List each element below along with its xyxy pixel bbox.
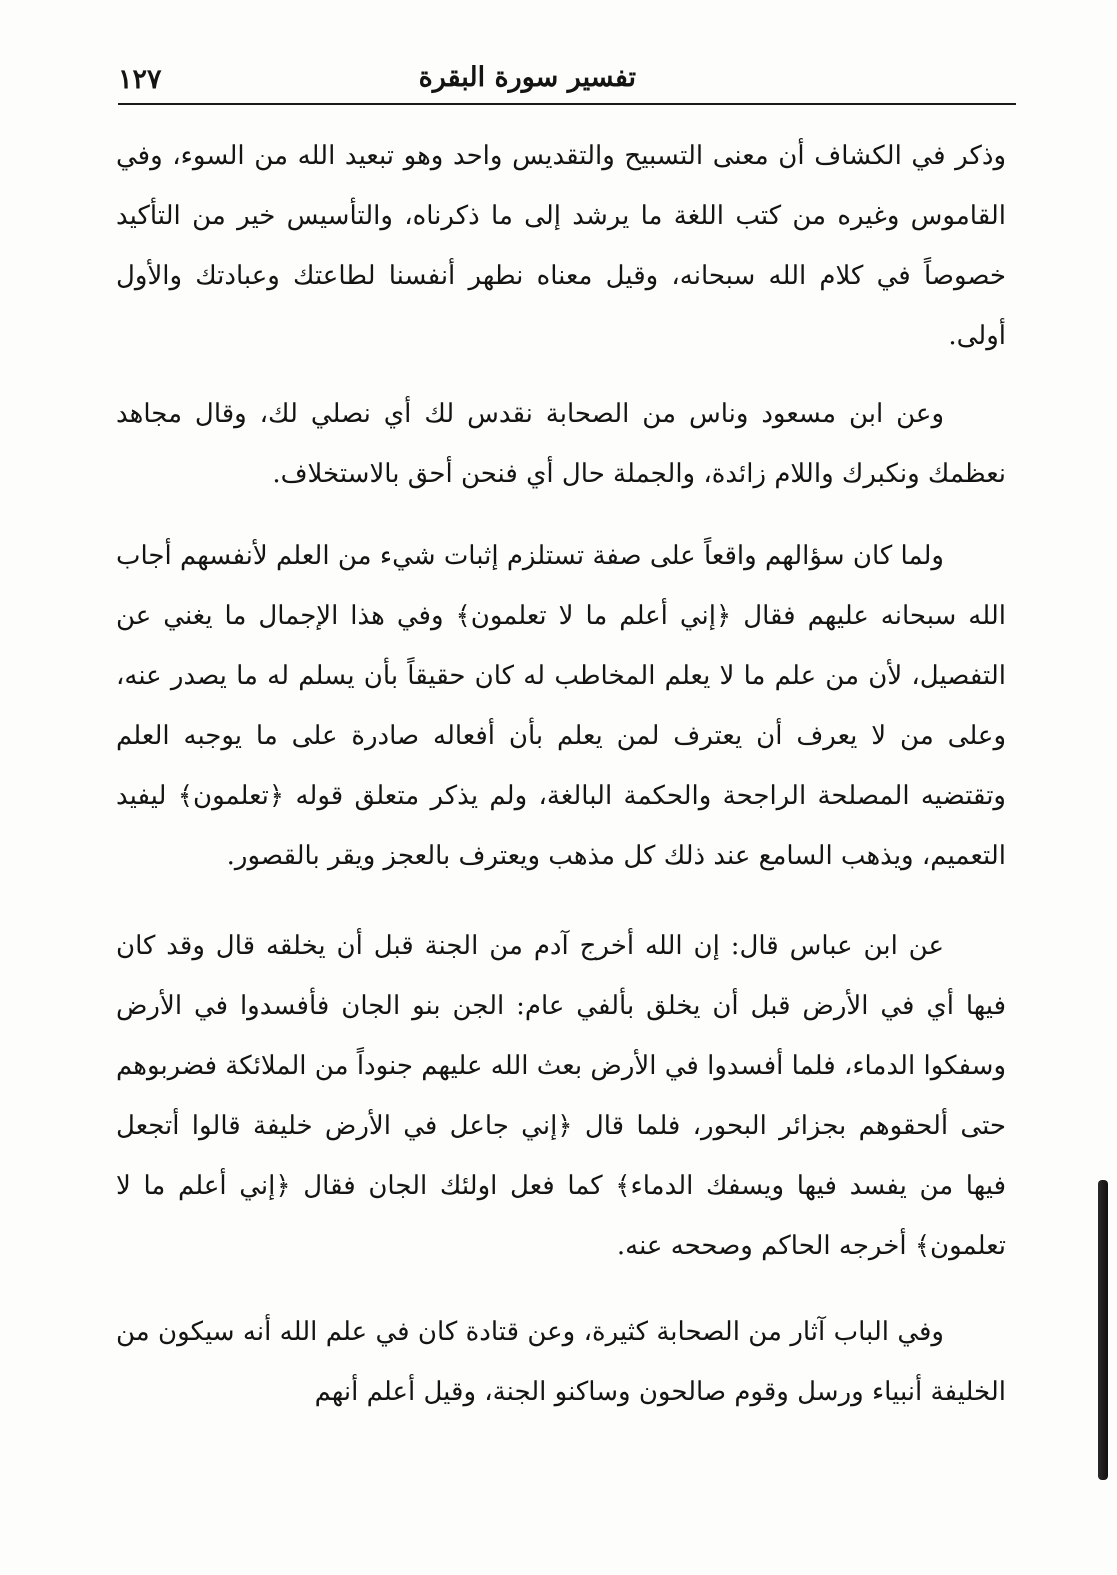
running-title: تفسير سورة البقرة bbox=[418, 62, 636, 93]
header-divider bbox=[118, 103, 1016, 105]
paragraph-4: عن ابن عباس قال: إن الله أخرج آدم من الجنة قبل أن يخلقه قال وقد كان فيها أي في الأرض قبل أن يخلق بألفي عام: الجن بنو الجان فأفسدوا في الأرض وسفكوا الدماء، فلما أفسدوا في الأرض بعث الله عليهم جنوداً من الملائكة فضربوهم حتى ألحقوهم بجزائر البحور، فلما قال ﴿إني جاعل في الأرض خليفة قالوا أتجعل فيها من يفسد فيها ويسفك الدماء﴾ كما فعل اولئك الجان فقال ﴿إني أعلم ما لا تعلمون﴾ أخرجه الحاكم وصححه عنه. bbox=[116, 931, 1006, 1261]
scan-edge-mark bbox=[1098, 1180, 1108, 1480]
paragraph-2: وعن ابن مسعود وناس من الصحابة نقدس لك أي نصلي لك، وقال مجاهد نعظمك ونكبرك واللام زائدة، والجملة حال أي فنحن أحق بالاستخلاف. bbox=[116, 399, 1006, 489]
body-text bbox=[116, 126, 1006, 1422]
page-header bbox=[118, 58, 1016, 100]
paragraph-3: ولما كان سؤالهم واقعاً على صفة تستلزم إثبات شيء من العلم لأنفسهم أجاب الله سبحانه عليهم فقال ﴿إني أعلم ما لا تعلمون﴾ وفي هذا الإجمال ما يغني عن التفصيل، لأن من علم ما لا يعلم المخاطب له كان حقيقاً بأن يسلم له ما يصدر عنه، وعلى من لا يعرف أن يعترف لمن يعلم بأن أفعاله صادرة على ما يوجبه العلم وتقتضيه المصلحة الراجحة والحكمة البالغة، ولم يذكر متعلق قوله ﴿تعلمون﴾ ليفيد التعميم، ويذهب السامع عند ذلك كل مذهب ويعترف بالعجز ويقر بالقصور. bbox=[116, 541, 1006, 871]
page-number: ١٢٧ bbox=[118, 64, 162, 95]
paragraph-5: وفي الباب آثار من الصحابة كثيرة، وعن قتادة كان في علم الله أنه سيكون من الخليفة أنبياء ورسل وقوم صالحون وساكنو الجنة، وقيل أعلم أنهم bbox=[116, 1317, 1006, 1407]
paragraph-1: وذكر في الكشاف أن معنى التسبيح والتقديس واحد وهو تبعيد الله من السوء، وفي القاموس وغيره من كتب اللغة ما يرشد إلى ما ذكرناه، والتأسيس خير من التأكيد خصوصاً في كلام الله سبحانه، وقيل معناه نطهر أنفسنا لطاعتك وعبادتك والأول أولى. bbox=[116, 141, 1006, 351]
